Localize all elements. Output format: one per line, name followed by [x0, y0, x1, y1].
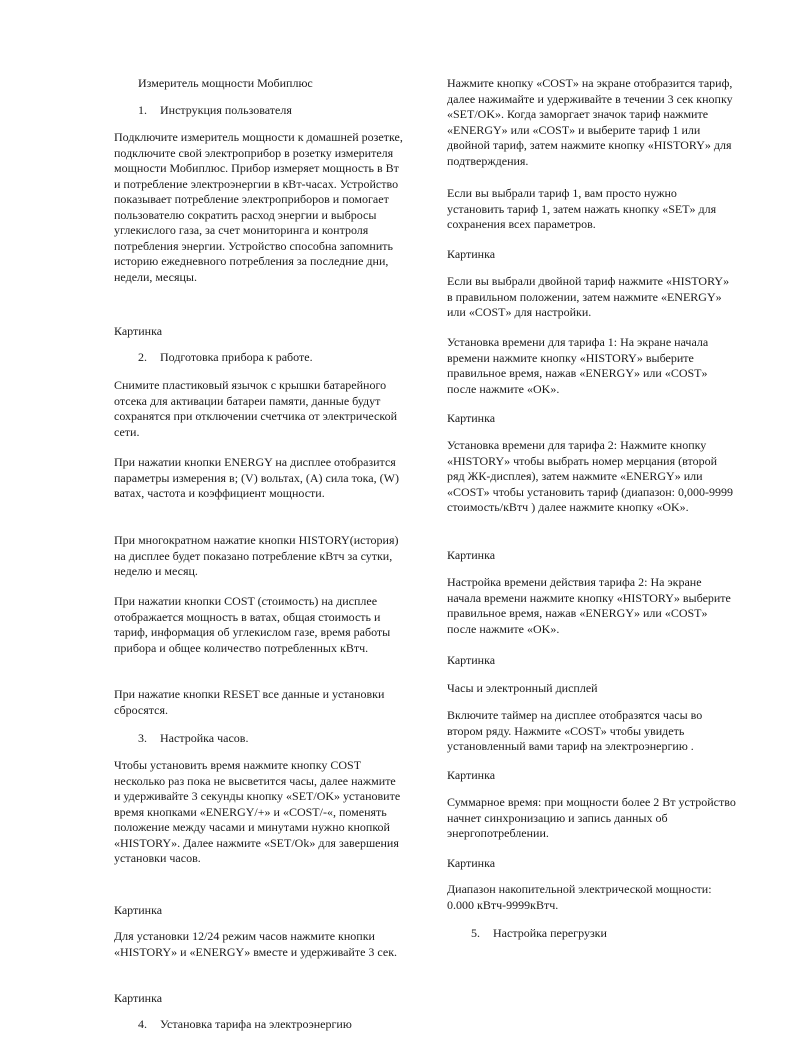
paragraph-power-range: Диапазон накопительной электрической мощности: 0.000 кВтч-9999кВтч. [447, 882, 712, 912]
image-placeholder-5: Картинка [447, 411, 496, 425]
section-3-number: 3. [138, 731, 147, 745]
section-2-title: Подготовка прибора к работе. [160, 350, 313, 364]
paragraph-clock-mode: Для установки 12/24 режим часов нажмите кнопки «HISTORY» и «ENERGY» вместе и удерживайте 3 сек. [114, 929, 398, 959]
paragraph-tariff-2-time: Установка времени для тарифа 2: Нажмите кнопку «HISTORY» чтобы выбрать номер мерцания (второй ряд ЖК-дисплея), затем нажмите «ENERGY» или «COST» чтобы установить тариф (диапазон: 0,000-9999 стоимость/кВтч ) далее нажмите кнопку «OK». [447, 438, 734, 514]
section-5-title: Настройка перегрузки [493, 926, 607, 940]
section-2-heading [138, 350, 428, 366]
paragraph-clock-setup: Чтобы установить время нажмите кнопку COST несколько раз пока не высветится часы, далее нажмите и удерживайте 3 секунды кнопку «SET/OK» установите время кнопками «ENERGY/+» и «COST/-«, поменять положение между часами и минутами нужно кнопкой «HISTORY». Далее нажмите «SET/Ok» для завершения установки часов. [114, 758, 401, 865]
paragraph-battery: Снимите пластиковый язычок с крышки батарейного отсека для активации батареи памяти, данные будут сохранятся при отключении счетчика от электрической сети. [114, 378, 397, 439]
paragraph-cost-button: При нажатии кнопки COST (стоимость) на дисплее отображается мощность в ватах, общая стоимость и тариф, информация об углекислом газе, время работы прибора и общее количество потребленных кВтч. [114, 594, 391, 655]
paragraph-clock-display-heading: Часы и электронный дисплей [447, 681, 598, 695]
image-placeholder-9: Картинка [447, 856, 496, 870]
paragraph-timer: Включите таймер на дисплее отобразятся часы во втором ряду. Нажмите «COST» чтобы увидеть установленный вами тариф на электроэнергию . [447, 708, 703, 753]
paragraph-single-tariff: Если вы выбрали тариф 1, вам просто нужно установить тариф 1, затем нажать кнопку «SET» для сохранения всех параметров. [447, 186, 717, 231]
section-4-number: 4. [138, 1017, 147, 1031]
image-placeholder-7: Картинка [447, 653, 496, 667]
paragraph-reset-button: При нажатие кнопки RESET все данные и установки сбросятся. [114, 687, 385, 717]
section-1-heading [138, 103, 428, 119]
section-2-number: 2. [138, 350, 147, 364]
paragraph-tariff-2-duration: Настройка времени действия тарифа 2: На экране начала времени нажмите кнопку «HISTORY» выберите правильное время, нажав «ENERGY» или «COST» после нажмите «OK». [447, 575, 731, 636]
paragraph-double-tariff: Если вы выбрали двойной тариф нажмите «HISTORY» в правильном положении, затем нажмите «ENERGY» или «COST» для настройки. [447, 274, 730, 319]
image-placeholder-1: Картинка [114, 324, 163, 338]
paragraph-total-time: Суммарное время: при мощности более 2 Вт устройство начнет синхронизацию и запись данных об энергопотреблении. [447, 795, 736, 840]
image-placeholder-6: Картинка [447, 548, 496, 562]
section-4-heading [138, 1017, 428, 1033]
section-4-title: Установка тарифа на электроэнергию [160, 1017, 352, 1031]
image-placeholder-3: Картинка [114, 991, 163, 1005]
image-placeholder-2: Картинка [114, 903, 163, 917]
paragraph-tariff-setup: Нажмите кнопку «COST» на экране отобразится тариф, далее нажимайте и удерживайте в течении 3 сек кнопку «SET/OK». Когда заморгает значок тариф нажмите «ENERGY» или «COST» и выберите тариф 1 или двойной тариф, затем нажмите кнопку «HISTORY» для подтверждения. [447, 76, 733, 168]
section-5-heading [471, 926, 761, 942]
section-1-number: 1. [138, 103, 147, 117]
section-1-title: Инструкция пользователя [160, 103, 292, 117]
image-placeholder-8: Картинка [447, 768, 496, 782]
section-3-heading [138, 731, 428, 747]
image-placeholder-4: Картинка [447, 247, 496, 261]
paragraph-intro: Подключите измеритель мощности к домашней розетке, подключите свой электроприбор в розетку измерителя мощности Мобиплюс. Прибор измеряет мощность в Вт и потребление электроэнергии в кВт-часах. Устройство показывает потребление электроприборов и помогает пользователю сократить расход энергии и выбросы углекислого газа, за счет мониторинга и контроля потребления энергии. Устройство способна запомнить историю ежедневного потребления за последние дни, недели, месяцы. [114, 130, 403, 284]
section-3-title: Настройка часов. [160, 731, 249, 745]
paragraph-tariff-1-time: Установка времени для тарифа 1: На экране начала времени нажмите кнопку «HISTORY» выберите правильное время, нажав «ENERGY» или «COST» после нажмите «OK». [447, 335, 709, 396]
section-5-number: 5. [471, 926, 480, 940]
paragraph-history-button: При многократном нажатие кнопки HISTORY(история) на дисплее будет показано потребление кВтч за сутки, неделю и месяц. [114, 533, 399, 578]
document-title: Измеритель мощности Мобиплюс [138, 76, 313, 90]
paragraph-energy-button: При нажатии кнопки ENERGY на дисплее отобразится параметры измерения в; (V) вольтах, (A) сила тока, (W) ватах, частота и коэффициент мощности. [114, 455, 399, 500]
